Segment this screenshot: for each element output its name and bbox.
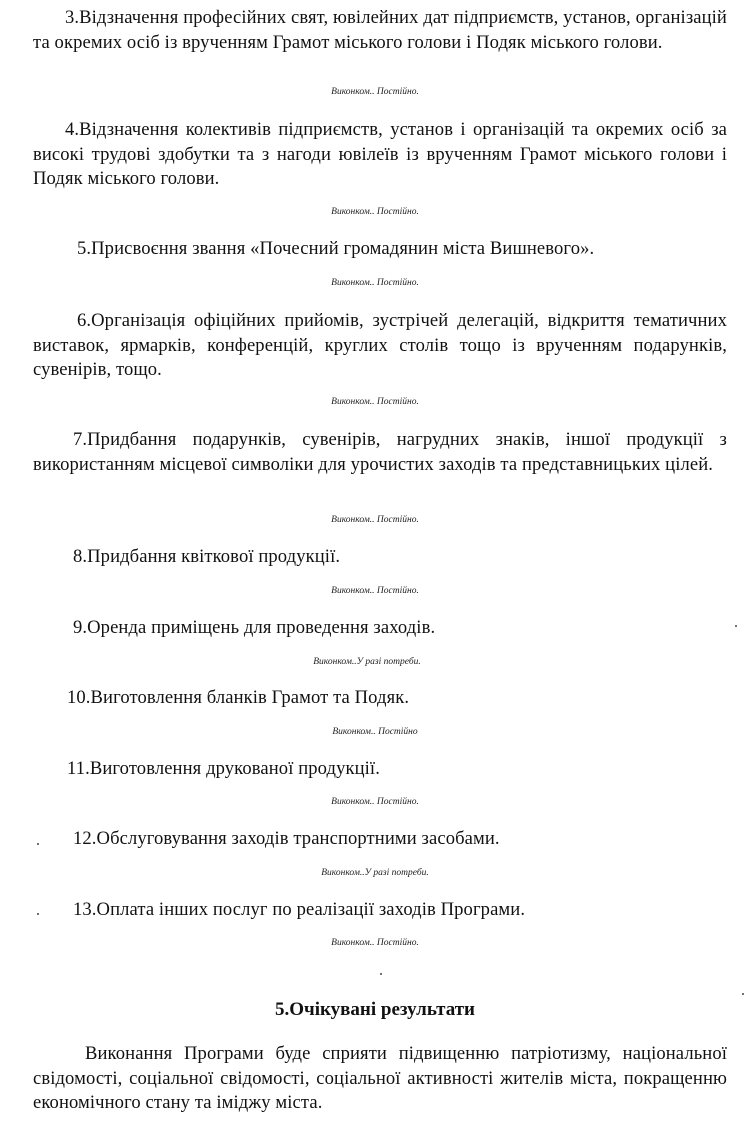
list-item-10: 10.Виготовлення бланків Грамот та Подяк. <box>67 687 410 708</box>
responsible-note-6: Виконком.. Постійно. <box>331 397 419 407</box>
responsible-note-10: Виконком.. Постійно <box>332 727 418 737</box>
responsible-note-13: Виконком.. Постійно. <box>331 938 419 948</box>
responsible-note-3: Виконком.. Постійно. <box>331 87 419 97</box>
list-item-6: 6.Організація офіційних прийомів, зустрічей делегацій, відкриття тематичних виставок, ярмарків, конференцій, круглих столів тощо із врученням подарунків, сувенірів, тощо. <box>33 310 727 380</box>
responsible-note-5: Виконком.. Постійно. <box>331 278 419 288</box>
list-item-7: 7.Придбання подарунків, сувенірів, нагрудних знаків, іншої продукції з використанням місцевої символіки для урочистих заходів та представницьких цілей. <box>33 429 727 475</box>
responsible-note-11: Виконком.. Постійно. <box>331 797 419 807</box>
list-item-12: 12.Обслуговування заходів транспортними засобами. <box>73 828 500 849</box>
section-body: Виконання Програми буде сприяти підвищенню патріотизму, національної свідомості, соціальної свідомості, соціальної активності жителів міста, покращенню економічного стану та іміджу міста. <box>33 1043 727 1113</box>
responsible-note-12: Виконком..У разі потреби. <box>321 868 429 878</box>
list-item-9: 9.Оренда приміщень для проведення заходів. <box>73 617 436 638</box>
scan-speck <box>735 625 737 627</box>
scan-speck <box>37 843 39 845</box>
list-item-8: 8.Придбання квіткової продукції. <box>73 546 341 567</box>
responsible-note-4: Виконком.. Постійно. <box>331 207 419 217</box>
scan-speck <box>37 913 39 915</box>
scan-speck <box>742 993 744 995</box>
section-heading: 5.Очікувані результати <box>274 999 476 1020</box>
list-item-13: 13.Оплата інших послуг по реалізації заходів Програми. <box>73 899 526 920</box>
list-item-3: 3.Відзначення професійних свят, ювілейних дат підприємств, установ, організацій та окремих осіб із врученням Грамот міського голови і Подяк міського голови. <box>33 7 727 53</box>
scan-speck <box>380 973 382 975</box>
responsible-note-8: Виконком.. Постійно. <box>331 586 419 596</box>
list-item-5: 5.Присвоєння звання «Почесний громадянин міста Вишневого». <box>77 238 595 259</box>
list-item-11: 11.Виготовлення друкованої продукції. <box>67 758 380 779</box>
responsible-note-7: Виконком.. Постійно. <box>331 515 419 525</box>
list-item-4: 4.Відзначення колективів підприємств, установ і організацій та окремих осіб за високі трудові здобутки та з нагоди ювілеїв із врученням Грамот міського голови і Подяк міського голови. <box>33 119 727 189</box>
responsible-note-9: Виконком..У разі потреби. <box>313 657 421 667</box>
